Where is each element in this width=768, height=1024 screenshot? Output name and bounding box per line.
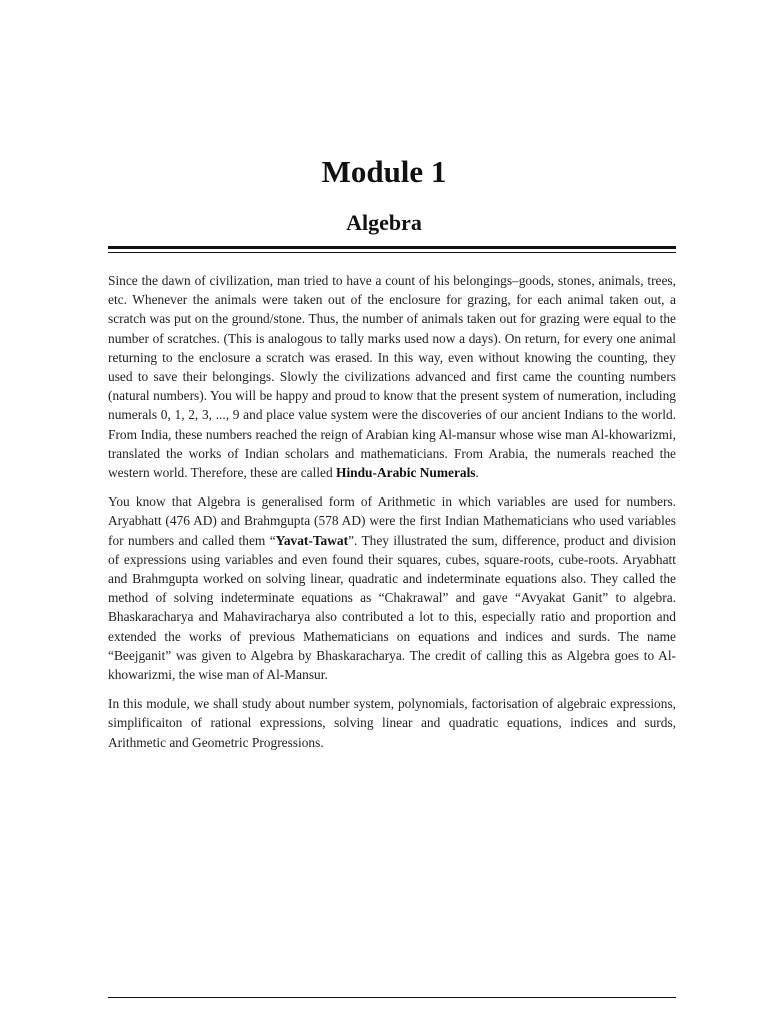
bold-term: Hindu-Arabic Numerals [336,465,476,481]
title-divider-thick [108,246,676,249]
footer-divider [108,997,676,998]
chapter-subtitle: Algebra [346,210,422,235]
title-divider-thin [108,252,676,253]
module-title: Module 1 [321,154,447,189]
bold-term: Yavat-Tawat [275,532,349,548]
paragraph-history-of-algebra [108,492,676,684]
paragraph-module-overview [108,694,676,752]
paragraph-text: In this module, we shall study about number system, polynomials, factorisation of algebraic expressions, simplificaiton of rational expressions, solving linear and quadratic equations, indices and surds, Arithmetic and Geometric Progressions. [108,696,676,750]
paragraph-text: You know that Algebra is generalised form of Arithmetic in which variables are used for numbers. Aryabhatt (476 AD) and Brahmgupta (578 AD) were the first Indian Mathematicians who used variables for numbers and called them “ [108,494,676,548]
body-content [108,271,676,762]
paragraph-text-after: . [475,465,479,481]
paragraph-text-after: ”. They illustrated the sum, difference, product and division of expressions using variables and even found their squares, cubes, square-roots, cube-roots. Aryabhatt and Brahmgupta worked on solving linear, quadratic and indeterminate equations also. They called the method of solving indeterminate equations as “Chakrawal” and gave “Avyakat Ganit” to algebra. Bhaskaracharya and Mahaviracharya also contributed a lot to this, especially ratio and proportion and extended the works of previous Mathematicians on equations and indices and surds. The name “Beejganit” was given to Algebra by Bhaskaracharya. The credit of calling this as Algebra goes to Al-khowarizmi, the wise man of Al-Mansur. [108,532,676,683]
paragraph-history-of-numerals [108,271,676,482]
paragraph-text: Since the dawn of civilization, man tried to have a count of his belongings–goods, stones, animals, trees, etc. Whenever the animals were taken out of the enclosure for grazing, for each animal taken out, a scratch was put on the ground/stone. Thus, the number of animals taken out for grazing were equal to the number of scratches. (This is analogous to tally marks used now a days). On return, for every one animal returning to the enclosure a scratch was erased. In this way, even without knowing the counting, they used to save their belongings. Slowly the civilizations advanced and first came the counting numbers (natural numbers). You will be happy and proud to know that the present system of numeration, including numerals 0, 1, 2, 3, ..., 9 and place value system were the discoveries of our ancient Indians to the world. From India, these numbers reached the reign of Arabian king Al-mansur whose wise man Al-khowarizmi, translated the works of Indian scholars and mathematicians. From Arabia, the numerals reached the western world. Therefore, these are called [108,273,676,481]
